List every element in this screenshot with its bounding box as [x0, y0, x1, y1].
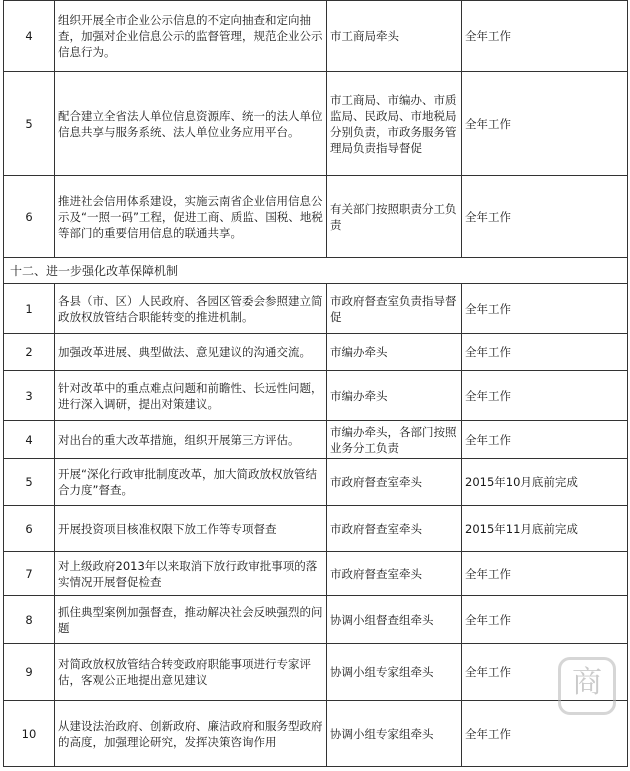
task-content: 从建设法治政府、创新政府、廉洁政府和服务型政府的高度，加强理论研究，发挥决策咨询作用 [55, 701, 327, 767]
watermark-logo: 商 [558, 657, 616, 715]
deadline: 全年工作 [462, 421, 628, 459]
row-number: 5 [4, 459, 55, 506]
responsible-department: 市工商局、市编办、市质监局、民政局、市地税局分别负责，市政务服务管理局负责指导督促 [327, 72, 462, 176]
row-number: 7 [4, 552, 55, 596]
row-number: 4 [4, 421, 55, 459]
row-number: 3 [4, 371, 55, 421]
task-content: 开展“深化行政审批制度改革，加大简政放权放管结合力度”督查。 [55, 459, 327, 506]
table-row [4, 284, 628, 334]
row-number: 10 [4, 701, 55, 767]
deadline: 全年工作 [462, 284, 628, 334]
table-row [4, 371, 628, 421]
responsible-department: 市工商局牵头 [327, 1, 462, 72]
responsible-department: 市编办牵头，各部门按照业务分工负责 [327, 421, 462, 459]
deadline: 全年工作 [462, 72, 628, 176]
table-row [4, 459, 628, 506]
table-row [4, 552, 628, 596]
table-row [4, 506, 628, 552]
table-row [4, 701, 628, 767]
task-content: 组织开展全市企业公示信息的不定向抽查和定向抽查，加强对企业信息公示的监督管理，规范企业公示信息行为。 [55, 1, 327, 72]
row-number: 2 [4, 334, 55, 371]
row-number: 1 [4, 284, 55, 334]
deadline: 2015年10月底前完成 [462, 459, 628, 506]
table-row [4, 334, 628, 371]
task-content: 推进社会信用体系建设，实施云南省企业信用信息公示及“一照一码”工程，促进工商、质监、国税、地税等部门的重要信用信息的联通共享。 [55, 176, 327, 258]
table-row [4, 72, 628, 176]
deadline: 全年工作 [462, 644, 628, 701]
responsible-department: 市政府督查室牵头 [327, 552, 462, 596]
row-number: 5 [4, 72, 55, 176]
responsible-department: 市编办牵头 [327, 371, 462, 421]
section-title: 十二、进一步强化改革保障机制 [4, 258, 628, 284]
table-row [4, 644, 628, 701]
deadline: 全年工作 [462, 176, 628, 258]
work-task-table [3, 0, 628, 767]
responsible-department: 市政府督查室牵头 [327, 459, 462, 506]
section-header-row [4, 258, 628, 284]
task-content: 开展投资项目核准权限下放工作等专项督查 [55, 506, 327, 552]
deadline: 全年工作 [462, 371, 628, 421]
responsible-department: 协调小组专家组牵头 [327, 644, 462, 701]
row-number: 6 [4, 176, 55, 258]
responsible-department: 市政府督查室牵头 [327, 506, 462, 552]
row-number: 9 [4, 644, 55, 701]
responsible-department: 协调小组督查组牵头 [327, 596, 462, 644]
task-content: 各县（市、区）人民政府、各园区管委会参照建立简政放权放管结合职能转变的推进机制。 [55, 284, 327, 334]
deadline: 全年工作 [462, 334, 628, 371]
responsible-department: 市编办牵头 [327, 334, 462, 371]
deadline: 全年工作 [462, 552, 628, 596]
row-number: 4 [4, 1, 55, 72]
task-content: 加强改革进展、典型做法、意见建议的沟通交流。 [55, 334, 327, 371]
table-row [4, 176, 628, 258]
table-row [4, 596, 628, 644]
task-content: 对上级政府2013年以来取消下放行政审批事项的落实情况开展督促检查 [55, 552, 327, 596]
responsible-department: 有关部门按照职责分工负责 [327, 176, 462, 258]
table-row [4, 1, 628, 72]
task-content: 针对改革中的重点难点问题和前瞻性、长远性问题，进行深入调研，提出对策建议。 [55, 371, 327, 421]
deadline: 全年工作 [462, 1, 628, 72]
task-content: 对出台的重大改革措施，组织开展第三方评估。 [55, 421, 327, 459]
deadline: 全年工作 [462, 596, 628, 644]
task-content: 对简政放权放管结合转变政府职能事项进行专家评估，客观公正地提出意见建议 [55, 644, 327, 701]
deadline: 2015年11月底前完成 [462, 506, 628, 552]
row-number: 6 [4, 506, 55, 552]
task-content: 配合建立全省法人单位信息资源库、统一的法人单位信息共享与服务系统、法人单位业务应用平台。 [55, 72, 327, 176]
table-row [4, 421, 628, 459]
deadline: 全年工作 [462, 701, 628, 767]
row-number: 8 [4, 596, 55, 644]
responsible-department: 协调小组专家组牵头 [327, 701, 462, 767]
responsible-department: 市政府督查室负责指导督促 [327, 284, 462, 334]
task-content: 抓住典型案例加强督查，推动解决社会反映强烈的问题 [55, 596, 327, 644]
